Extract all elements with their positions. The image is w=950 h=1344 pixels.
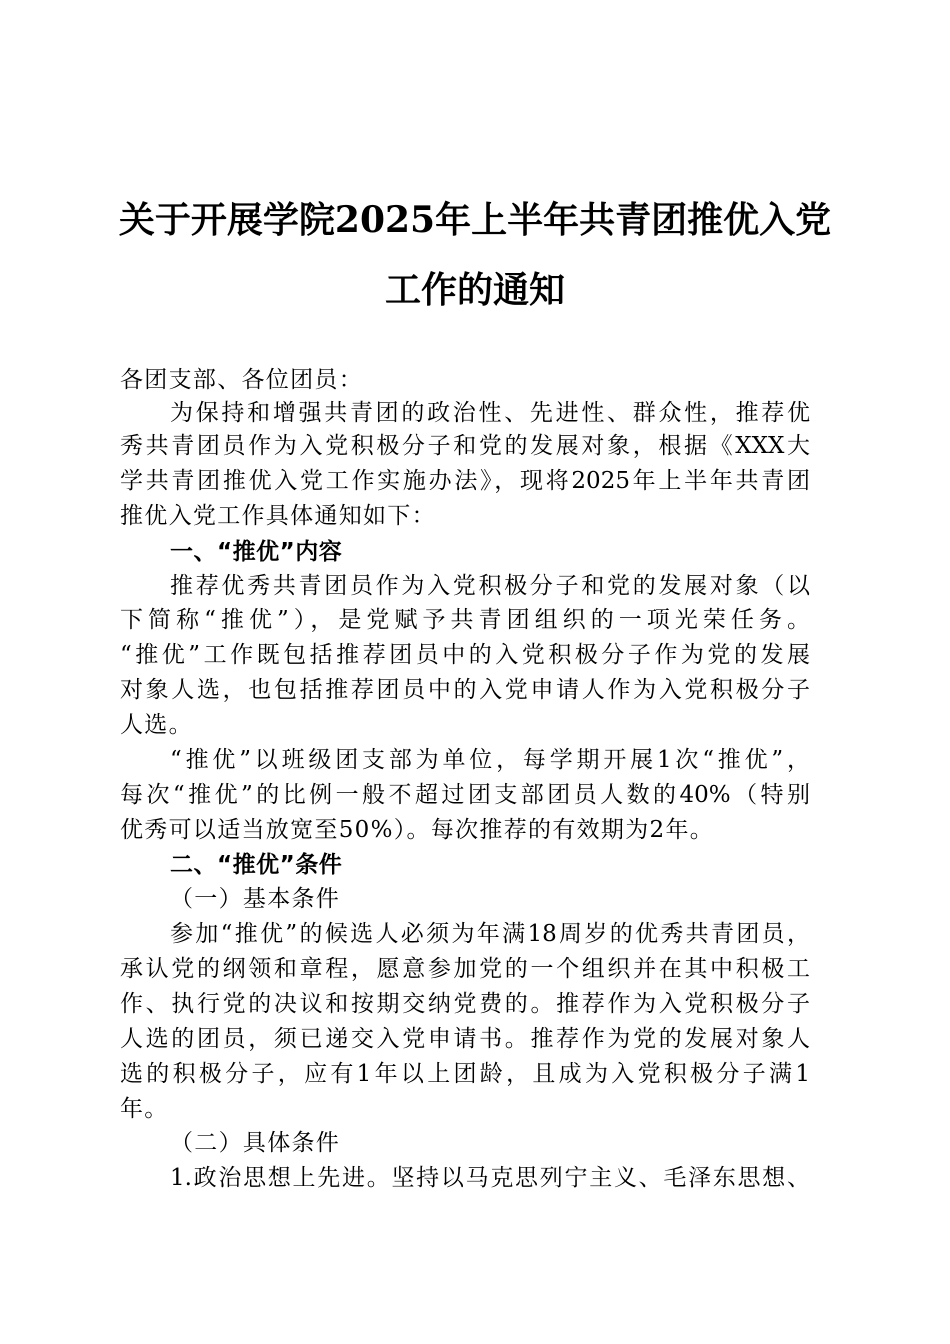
paragraph-line: 人选。 [120, 712, 193, 738]
subsection-heading-specific: （二）具体条件 [170, 1130, 341, 1156]
intro-line: 为保持和增强共青团的政治性、先进性、群众性，推荐优 [170, 400, 810, 426]
paragraph-line: 承认党的纲领和章程，愿意参加党的一个组织并在其中积极工 [120, 956, 810, 982]
intro-line: 学共青团推优入党工作实施办法》，现将2025年上半年共青团 [120, 468, 810, 494]
paragraph-line: “推优”以班级团支部为单位，每学期开展1次“推优”， [170, 747, 810, 773]
paragraph-line: 人选的团员，须已递交入党申请书。推荐作为党的发展对象人 [120, 1026, 810, 1052]
paragraph-line: 每次“推优”的比例一般不超过团支部团员人数的40%（特别 [120, 782, 810, 808]
paragraph-line: “推优”工作既包括推荐团员中的入党积极分子作为党的发展 [120, 642, 810, 668]
paragraph-line: 年。 [120, 1096, 169, 1122]
paragraph-line: 推荐优秀共青团员作为入党积极分子和党的发展对象（以 [170, 573, 810, 599]
section-heading-content: 一、“推优”内容 [170, 539, 343, 565]
intro-line: 推优入党工作具体通知如下： [120, 503, 436, 529]
subsection-heading-basic: （一）基本条件 [170, 886, 341, 912]
document-title-line-1: 关于开展学院2025年上半年共青团推优入党 [118, 199, 832, 241]
section-heading-conditions: 二、“推优”条件 [170, 852, 343, 878]
paragraph-line: 对象人选，也包括推荐团员中的入党申请人作为入党积极分子 [120, 677, 810, 703]
paragraph-line: 1.政治思想上先进。坚持以马克思列宁主义、毛泽东思想、 [170, 1165, 810, 1191]
document-title-line-2: 工作的通知 [384, 269, 565, 311]
intro-line: 秀共青团员作为入党积极分子和党的发展对象，根据《XXX大 [120, 433, 810, 459]
paragraph-line: 下简称“推优”），是党赋予共青团组织的一项光荣任务。 [120, 607, 810, 633]
paragraph-line: 作、执行党的决议和按期交纳党费的。推荐作为入党积极分子 [120, 991, 810, 1017]
paragraph-line: 选的积极分子，应有1年以上团龄，且成为入党积极分子满1 [120, 1061, 810, 1087]
paragraph-line: 优秀可以适当放宽至50%）。每次推荐的有效期为2年。 [120, 817, 715, 843]
salutation: 各团支部、各位团员： [120, 367, 363, 393]
paragraph-line: 参加“推优”的候选人必须为年满18周岁的优秀共青团员， [170, 921, 810, 947]
